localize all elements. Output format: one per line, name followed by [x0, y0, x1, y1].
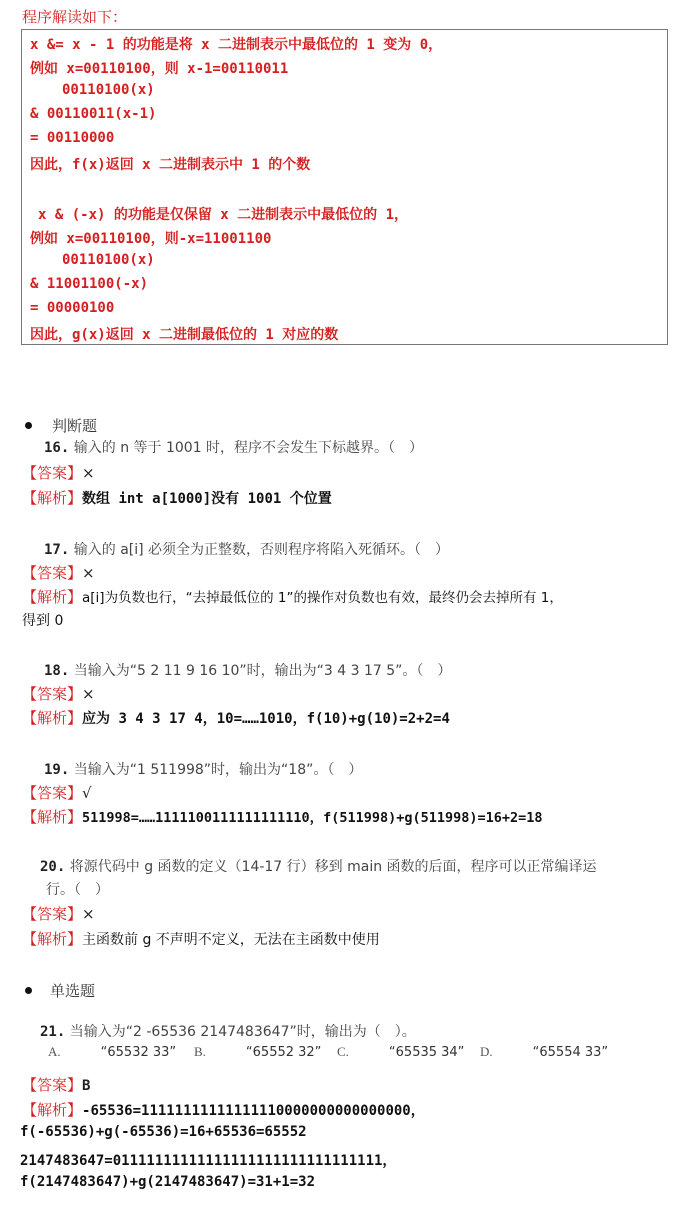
answer-value: √ — [82, 784, 92, 802]
question-20 — [40, 856, 597, 876]
bullet-icon — [25, 422, 32, 429]
box-line: x &= x - 1 的功能是将 x 二进制表示中最低位的 1 变为 0， — [30, 37, 443, 53]
box-line: 例如 x=00110100，则-x=11001100 — [30, 231, 272, 247]
answer-value: × — [82, 685, 95, 703]
box-line: x & (-x) 的功能是仅保留 x 二进制表示中最低位的 1， — [38, 207, 409, 223]
explanation-tag: 【解析】 — [22, 930, 83, 948]
explanation-line: 2147483647=01111111111111111111111111111111， — [20, 1153, 397, 1169]
intro-title: 程序解读如下： — [22, 8, 128, 26]
explanation-box — [21, 29, 668, 345]
answer-value: × — [82, 564, 95, 582]
section-title-single-choice: 单选题 — [50, 982, 96, 1000]
box-line: = 00000100 — [30, 300, 115, 316]
box-line: 00110100(x) — [62, 82, 155, 98]
explanation-line: f(2147483647)+g(2147483647)=31+1=32 — [20, 1174, 316, 1190]
box-line: & 00110011(x-1) — [30, 106, 157, 122]
explanation-text: -65536=11111111111111110000000000000000， — [82, 1103, 425, 1119]
explanation-text: 511998=……1111100111111111110，f(511998)+g(511998)=16+2=18 — [82, 810, 543, 826]
answer-tag: 【答案】 — [22, 685, 83, 703]
explanation-tag: 【解析】 — [22, 808, 83, 826]
question-text: 当输入为“1 511998”时，输出为“18”。（ ） — [73, 762, 363, 778]
explanation-text: a[i]为负数也行，“去掉最低位的 1”的操作对负数也有效，最终仍会去掉所有 1， — [82, 590, 563, 606]
explanation-text: 应为 3 4 3 17 4，10=……1010，f(10)+g(10)=2+2=4 — [82, 711, 450, 727]
question-text: 当输入为“2 -65536 2147483647”时，输出为（ ）。 — [69, 1024, 416, 1040]
section-title-judgement: 判断题 — [52, 417, 98, 435]
question-number: 18. — [44, 663, 70, 679]
question-text: 将源代码中 g 函数的定义（14-17 行）移到 main 函数的后面，程序可以正常编译运 — [69, 859, 597, 875]
explanation-tag: 【解析】 — [22, 588, 83, 606]
question-text-cont: 行。（ ） — [46, 882, 109, 898]
question-number: 21. — [40, 1024, 66, 1040]
answer-row — [22, 1074, 90, 1095]
answer-tag: 【答案】 — [22, 564, 83, 582]
question-21 — [40, 1021, 416, 1041]
explanation-row — [22, 1099, 425, 1120]
question-number: 19. — [44, 762, 70, 778]
answer-tag: 【答案】 — [22, 1076, 83, 1094]
box-line: 00110100(x) — [62, 252, 155, 268]
explanation-text-cont: 得到 0 — [22, 613, 64, 629]
explanation-row — [22, 928, 380, 949]
answer-value: × — [82, 905, 95, 923]
question-text: 输入的 n 等于 1001 时，程序不会发生下标越界。（ ） — [73, 440, 424, 456]
question-18 — [44, 660, 451, 680]
explanation-line: f(-65536)+g(-65536)=16+65536=65552 — [20, 1124, 307, 1140]
question-number: 20. — [40, 859, 66, 875]
answer-tag: 【答案】 — [22, 464, 83, 482]
explanation-tag: 【解析】 — [22, 1101, 83, 1119]
option-b: B. “65552 32” — [194, 1044, 322, 1060]
box-line: & 11001100(-x) — [30, 276, 149, 292]
question-text: 当输入为“5 2 11 9 16 10”时，输出为“3 4 3 17 5”。（ ） — [73, 663, 452, 679]
answer-row — [22, 562, 95, 583]
answer-row — [22, 903, 95, 924]
answer-value: B — [82, 1078, 91, 1094]
question-number: 17. — [44, 542, 70, 558]
answer-tag: 【答案】 — [22, 784, 83, 802]
option-d: D. “65554 33” — [480, 1044, 609, 1060]
explanation-text: 主函数前 g 不声明不定义，无法在主函数中使用 — [82, 932, 380, 948]
question-19 — [44, 759, 362, 779]
answer-value: × — [82, 464, 95, 482]
answer-tag: 【答案】 — [22, 905, 83, 923]
box-line: 例如 x=00110100，则 x-1=00110011 — [30, 61, 289, 77]
explanation-text: 数组 int a[1000]没有 1001 个位置 — [82, 491, 332, 507]
bullet-icon — [25, 987, 32, 994]
explanation-row — [22, 487, 332, 508]
option-a: A. “65532 33” — [48, 1044, 177, 1060]
explanation-row — [22, 707, 450, 728]
box-line: 因此，f(x)返回 x 二进制表示中 1 的个数 — [30, 157, 311, 173]
question-16 — [44, 437, 423, 457]
box-line: = 00110000 — [30, 130, 115, 146]
explanation-tag: 【解析】 — [22, 709, 83, 727]
question-number: 16. — [44, 440, 70, 456]
explanation-row — [22, 806, 543, 827]
question-text: 输入的 a[i] 必须全为正整数，否则程序将陷入死循环。（ ） — [73, 542, 450, 558]
question-17 — [44, 539, 449, 559]
answer-row — [22, 683, 95, 704]
explanation-tag: 【解析】 — [22, 489, 83, 507]
answer-row — [22, 462, 95, 483]
option-c: C. “65535 34” — [337, 1044, 465, 1060]
box-line: 因此，g(x)返回 x 二进制最低位的 1 对应的数 — [30, 327, 339, 343]
explanation-row — [22, 586, 563, 607]
answer-row — [22, 782, 92, 803]
